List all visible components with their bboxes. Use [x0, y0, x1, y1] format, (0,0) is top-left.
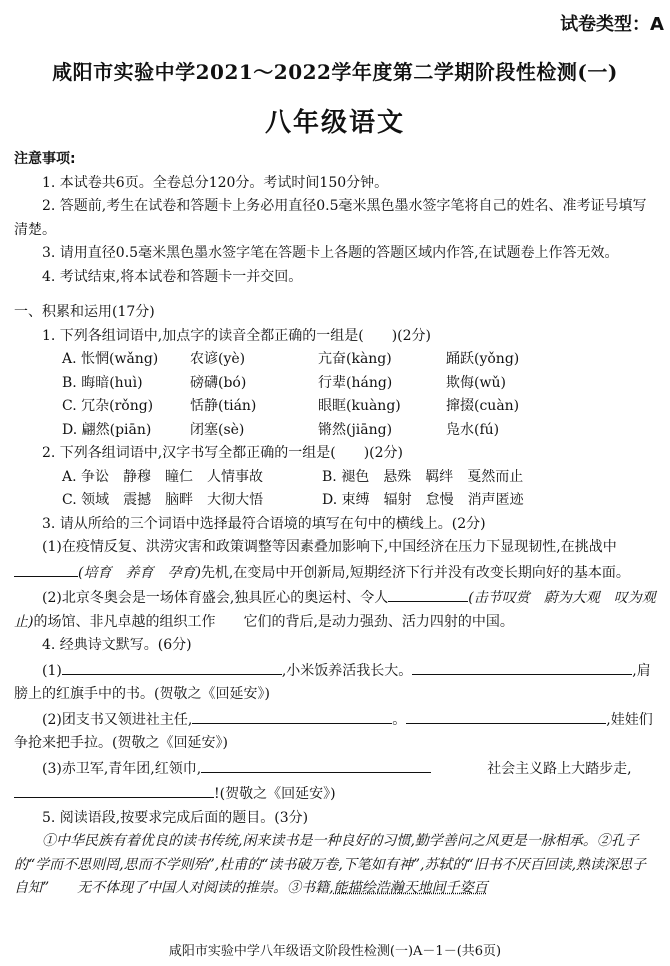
- notes-title: 注意事项:: [14, 151, 76, 167]
- option-word: 凫水(fú): [446, 421, 500, 438]
- answer-blank[interactable]: [412, 658, 632, 675]
- option-word: 撺掇(cuàn): [446, 398, 520, 414]
- option-word: 恬静(tián): [190, 398, 257, 414]
- question-1-stem: 1. 下列各组词语中,加点字的读音全都正确的一组是( )(2分): [42, 327, 432, 344]
- exam-content: [14, 148, 658, 901]
- q4-l3-suffix: !(贺敬之《回延安》): [214, 786, 336, 802]
- q3-p2-options: (击节叹赏 蔚为大观 叹为观止): [14, 590, 656, 630]
- question-5-passage: [14, 830, 658, 901]
- option-c: C. 领域 震撼 脑畔 大彻大悟: [62, 492, 264, 508]
- q2-option-row-ab: [14, 466, 658, 490]
- q3-p2-text-a: (2)北京冬奥会是一场体育盛会,独具匠心的奥运村、令人: [42, 590, 389, 606]
- question-4-line-3: [14, 756, 658, 807]
- option-word: 眼眶(kuàng): [318, 398, 401, 414]
- option-word: 行辈(háng): [318, 374, 393, 391]
- q4-l2-suffix: ,娃娃们争抢来把手拉。(贺敬之《回延安》): [14, 711, 653, 751]
- option-word: 欺侮(wǔ): [446, 374, 506, 391]
- page-footer: 咸阳市实验中学八年级语文阶段性检测(一)A－1－(共6页): [168, 944, 502, 959]
- q2-option-row-cd: [14, 489, 658, 513]
- q3-p1-text-a: (1)在疫情反复、洪涝灾害和政策调整等因素叠加影响下,中国经济在压力下显现韧性,在挑战中: [42, 539, 617, 555]
- option-a: A. 怅惘(wǎng): [62, 351, 159, 367]
- option-a: A. 争讼 静穆 瞳仁 人情事故: [62, 468, 264, 485]
- answer-blank[interactable]: [201, 756, 431, 773]
- note-item: 4. 考试结束,将本试卷和答题卡一并交回。: [42, 268, 303, 285]
- option-word: 闭塞(sè): [190, 421, 245, 438]
- q4-l3-mid: 社会主义路上大踏步走,: [487, 760, 632, 777]
- spacer: [14, 289, 658, 301]
- note-item: 1. 本试卷共6页。全卷总分120分。考试时间150分钟。: [42, 174, 389, 191]
- q3-p1-text-b: 先机,在变局中开创新局,短期经济下行并没有改变长期向好的基本面。: [200, 564, 630, 581]
- q1-option-row-c: [14, 395, 658, 419]
- option-word: 农谚(yè): [190, 351, 246, 367]
- question-3-part-1: [14, 536, 658, 585]
- q4-l1-suffix: ,肩膀上的红旗手中的书。(贺敬之《回延安》): [14, 662, 651, 702]
- answer-blank[interactable]: [14, 781, 214, 798]
- q1-option-row-b: [14, 372, 658, 396]
- answer-blank[interactable]: [192, 707, 392, 724]
- question-4-line-1: [14, 658, 658, 707]
- question-3-part-2: [14, 585, 658, 634]
- q1-option-row-d: [14, 419, 658, 443]
- option-word: 磅礴(bó): [190, 374, 247, 391]
- question-4-line-2: [14, 707, 658, 756]
- q4-l1-prefix: (1): [42, 662, 62, 679]
- question-5-stem: 5. 阅读语段,按要求完成后面的题目。(3分): [42, 809, 309, 826]
- answer-blank[interactable]: [406, 707, 606, 724]
- q4-l1-mid: ,小米饭养活我长大。: [281, 662, 413, 679]
- option-word: 亢奋(kàng): [318, 351, 392, 367]
- exam-title: 咸阳市实验中学2021～2022学年度第二学期阶段性检测(一): [52, 60, 618, 84]
- option-d: D. 翩然(piān): [62, 421, 152, 438]
- paper-type-label: 试卷类型：A: [560, 14, 664, 35]
- q4-l3-prefix: (3)赤卫军,青年团,红领巾,: [42, 760, 202, 777]
- q5-passage-marked: 能描绘浩瀚天地间千姿百: [333, 880, 488, 896]
- option-b: B. 晦暗(huì): [62, 374, 143, 391]
- question-2-stem: 2. 下列各组词语中,汉字书写全都正确的一组是( )(2分): [42, 445, 404, 461]
- q5-passage-text: ①中华民族有着优良的读书传统,闲来读书是一种良好的习惯,勤学善问之风更是一脉相承。②孔子的“学而不思则罔,思而不学则殆”,杜甫的“读书破万卷,下笔如有神”,苏轼的“旧书不厌百回读,熟读深思子自知” 无不体现了中国人对阅读的推崇。③书籍,: [14, 833, 647, 896]
- q4-l2-mid: 。: [392, 711, 407, 728]
- question-3-stem: 3. 请从所给的三个词语中选择最符合语境的填写在句中的横线上。(2分): [42, 515, 486, 532]
- q4-l2-prefix: (2)团支书又领进社主任,: [42, 711, 193, 728]
- subject-title: 八年级语文: [264, 108, 405, 138]
- note-item: 2. 答题前,考生在试卷和答题卡上务必用直径0.5毫米黑色墨水签字笔将自己的姓名、准考证号填写清楚。: [14, 198, 647, 238]
- question-4-stem: 4. 经典诗文默写。(6分): [42, 637, 192, 653]
- option-d: D. 束缚 辐射 怠慢 消声匿迹: [322, 492, 524, 508]
- option-word: 踊跃(yǒng): [446, 351, 520, 367]
- option-b: B. 褪色 悬殊 羁绊 戛然而止: [322, 468, 524, 485]
- option-c: C. 冗杂(rǒng): [62, 398, 154, 414]
- section-title: 一、积累和运用(17分): [14, 304, 155, 320]
- q1-option-row-a: [14, 348, 658, 372]
- q3-p2-text-b: 的场馆、非凡卓越的组织工作 它们的背后,是动力强劲、活力四射的中国。: [33, 613, 514, 630]
- q3-p1-options: (培育 养育 孕育): [78, 564, 201, 581]
- note-item: 3. 请用直径0.5毫米黑色墨水签字笔在答题卡上各题的答题区域内作答,在试题卷上作答无效。: [42, 245, 619, 261]
- answer-blank[interactable]: [62, 658, 282, 675]
- option-word: 锵然(jiāng): [318, 421, 393, 438]
- answer-blank[interactable]: [388, 585, 468, 602]
- answer-blank[interactable]: [14, 560, 78, 577]
